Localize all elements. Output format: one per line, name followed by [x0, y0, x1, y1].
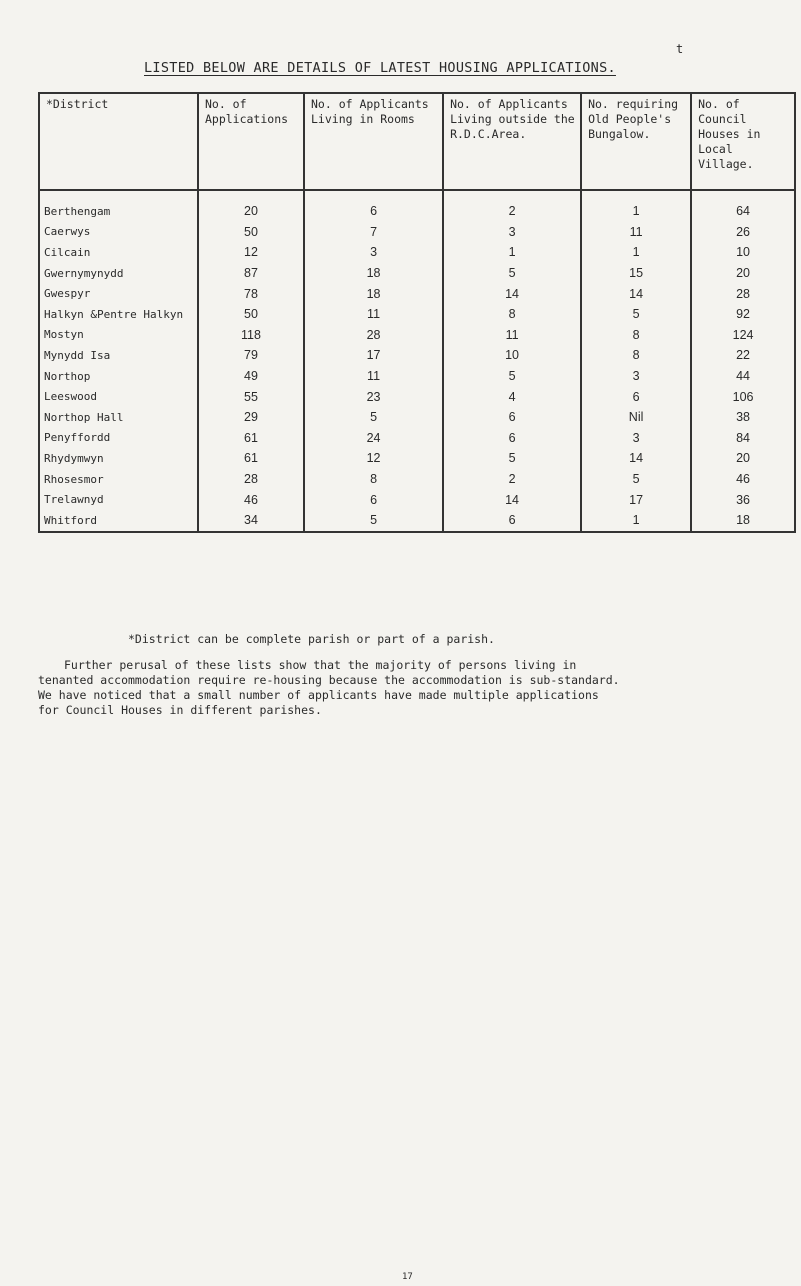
cell-council-houses: 124 — [691, 325, 795, 346]
cell-living-in-rooms: 18 — [304, 263, 443, 284]
cell-council-houses: 38 — [691, 407, 795, 428]
cell-applications: 49 — [198, 366, 304, 387]
cell-applications: 12 — [198, 242, 304, 263]
cell-council-houses: 64 — [691, 190, 795, 222]
cell-district: Mynydd Isa — [39, 345, 198, 366]
cell-old-peoples-bungalow: 8 — [581, 325, 691, 346]
cell-applications: 46 — [198, 489, 304, 510]
paragraph-line: Further perusal of these lists show that the majority of persons living in — [64, 658, 577, 672]
cell-applications: 20 — [198, 190, 304, 222]
cell-applications: 28 — [198, 469, 304, 490]
table-row — [39, 407, 795, 428]
cell-living-in-rooms: 6 — [304, 489, 443, 510]
paragraph-line: tenanted accommodation require re-housing because the accommodation is sub-standard. — [38, 673, 620, 687]
cell-living-outside: 3 — [443, 222, 581, 243]
cell-old-peoples-bungalow: 3 — [581, 366, 691, 387]
cell-applications: 61 — [198, 448, 304, 469]
cell-council-houses: 22 — [691, 345, 795, 366]
table-row — [39, 190, 795, 222]
cell-district: Berthengam — [39, 190, 198, 222]
cell-applications: 87 — [198, 263, 304, 284]
cell-applications: 78 — [198, 283, 304, 304]
cell-living-outside: 10 — [443, 345, 581, 366]
table-row — [39, 263, 795, 284]
cell-district: Gwernymynydd — [39, 263, 198, 284]
cell-old-peoples-bungalow: 17 — [581, 489, 691, 510]
cell-living-outside: 11 — [443, 325, 581, 346]
cell-district: Whitford — [39, 510, 198, 532]
cell-living-in-rooms: 8 — [304, 469, 443, 490]
cell-council-houses: 46 — [691, 469, 795, 490]
cell-old-peoples-bungalow: 14 — [581, 283, 691, 304]
cell-applications: 79 — [198, 345, 304, 366]
cell-applications: 55 — [198, 386, 304, 407]
cell-living-outside: 2 — [443, 190, 581, 222]
footnote: *District can be complete parish or part of a parish. — [128, 632, 495, 646]
body-paragraph — [38, 658, 798, 718]
cell-council-houses: 84 — [691, 428, 795, 449]
table-row — [39, 489, 795, 510]
header-living-in-rooms: No. of Applicants Living in Rooms — [304, 93, 443, 190]
cell-living-outside: 14 — [443, 283, 581, 304]
table-row — [39, 222, 795, 243]
paragraph-line: for Council Houses in different parishes. — [38, 703, 322, 717]
header-old-peoples-bungalow: No. requiring Old People's Bungalow. — [581, 93, 691, 190]
cell-living-in-rooms: 11 — [304, 304, 443, 325]
cell-living-outside: 6 — [443, 428, 581, 449]
cell-council-houses: 20 — [691, 263, 795, 284]
cell-council-houses: 10 — [691, 242, 795, 263]
cell-district: Rhosesmor — [39, 469, 198, 490]
cell-old-peoples-bungalow: 15 — [581, 263, 691, 284]
cell-council-houses: 18 — [691, 510, 795, 532]
cell-living-in-rooms: 5 — [304, 510, 443, 532]
page-mark: t — [676, 42, 684, 56]
cell-applications: 118 — [198, 325, 304, 346]
table-row — [39, 366, 795, 387]
cell-council-houses: 28 — [691, 283, 795, 304]
cell-district: Halkyn &Pentre Halkyn — [39, 304, 198, 325]
cell-living-in-rooms: 12 — [304, 448, 443, 469]
cell-district: Rhydymwyn — [39, 448, 198, 469]
cell-council-houses: 106 — [691, 386, 795, 407]
header-district: *District — [39, 93, 198, 190]
cell-living-outside: 6 — [443, 510, 581, 532]
cell-living-in-rooms: 11 — [304, 366, 443, 387]
cell-applications: 29 — [198, 407, 304, 428]
cell-living-in-rooms: 3 — [304, 242, 443, 263]
cell-living-outside: 14 — [443, 489, 581, 510]
cell-old-peoples-bungalow: 6 — [581, 386, 691, 407]
cell-living-in-rooms: 28 — [304, 325, 443, 346]
table-header-row — [39, 93, 795, 190]
cell-district: Caerwys — [39, 222, 198, 243]
cell-living-outside: 5 — [443, 263, 581, 284]
cell-district: Gwespyr — [39, 283, 198, 304]
cell-living-in-rooms: 5 — [304, 407, 443, 428]
cell-old-peoples-bungalow: 8 — [581, 345, 691, 366]
cell-district: Cilcain — [39, 242, 198, 263]
cell-old-peoples-bungalow: 5 — [581, 304, 691, 325]
paragraph-line: We have noticed that a small number of applicants have made multiple applications — [38, 688, 599, 702]
table-row — [39, 325, 795, 346]
cell-living-outside: 6 — [443, 407, 581, 428]
cell-applications: 50 — [198, 304, 304, 325]
cell-district: Northop Hall — [39, 407, 198, 428]
cell-applications: 61 — [198, 428, 304, 449]
table-row — [39, 283, 795, 304]
cell-council-houses: 44 — [691, 366, 795, 387]
cell-living-outside: 8 — [443, 304, 581, 325]
cell-living-outside: 1 — [443, 242, 581, 263]
cell-old-peoples-bungalow: 11 — [581, 222, 691, 243]
cell-living-in-rooms: 7 — [304, 222, 443, 243]
table-row — [39, 386, 795, 407]
table-row — [39, 428, 795, 449]
cell-living-outside: 5 — [443, 366, 581, 387]
cell-living-in-rooms: 6 — [304, 190, 443, 222]
cell-living-outside: 2 — [443, 469, 581, 490]
cell-old-peoples-bungalow: 14 — [581, 448, 691, 469]
cell-living-outside: 4 — [443, 386, 581, 407]
cell-district: Mostyn — [39, 325, 198, 346]
header-applications: No. of Applications — [198, 93, 304, 190]
table-row — [39, 345, 795, 366]
cell-district: Leeswood — [39, 386, 198, 407]
page-number: 17 — [402, 1272, 413, 1282]
cell-old-peoples-bungalow: 3 — [581, 428, 691, 449]
cell-council-houses: 26 — [691, 222, 795, 243]
page-title: LISTED BELOW ARE DETAILS OF LATEST HOUSING APPLICATIONS. — [144, 60, 616, 76]
header-living-outside: No. of Applicants Living outside the R.D.C.Area. — [443, 93, 581, 190]
table-row — [39, 510, 795, 532]
cell-council-houses: 20 — [691, 448, 795, 469]
cell-district: Penyffordd — [39, 428, 198, 449]
cell-applications: 50 — [198, 222, 304, 243]
cell-living-in-rooms: 23 — [304, 386, 443, 407]
cell-council-houses: 36 — [691, 489, 795, 510]
cell-living-in-rooms: 24 — [304, 428, 443, 449]
cell-old-peoples-bungalow: 1 — [581, 242, 691, 263]
cell-old-peoples-bungalow: Nil — [581, 407, 691, 428]
housing-applications-table — [38, 92, 796, 533]
cell-council-houses: 92 — [691, 304, 795, 325]
table-row — [39, 242, 795, 263]
cell-old-peoples-bungalow: 1 — [581, 510, 691, 532]
table-row — [39, 304, 795, 325]
header-council-houses: No. of Council Houses in Local Village. — [691, 93, 795, 190]
cell-district: Northop — [39, 366, 198, 387]
cell-district: Trelawnyd — [39, 489, 198, 510]
cell-old-peoples-bungalow: 1 — [581, 190, 691, 222]
cell-living-outside: 5 — [443, 448, 581, 469]
table-row — [39, 448, 795, 469]
cell-living-in-rooms: 18 — [304, 283, 443, 304]
table-row — [39, 469, 795, 490]
cell-living-in-rooms: 17 — [304, 345, 443, 366]
cell-old-peoples-bungalow: 5 — [581, 469, 691, 490]
cell-applications: 34 — [198, 510, 304, 532]
